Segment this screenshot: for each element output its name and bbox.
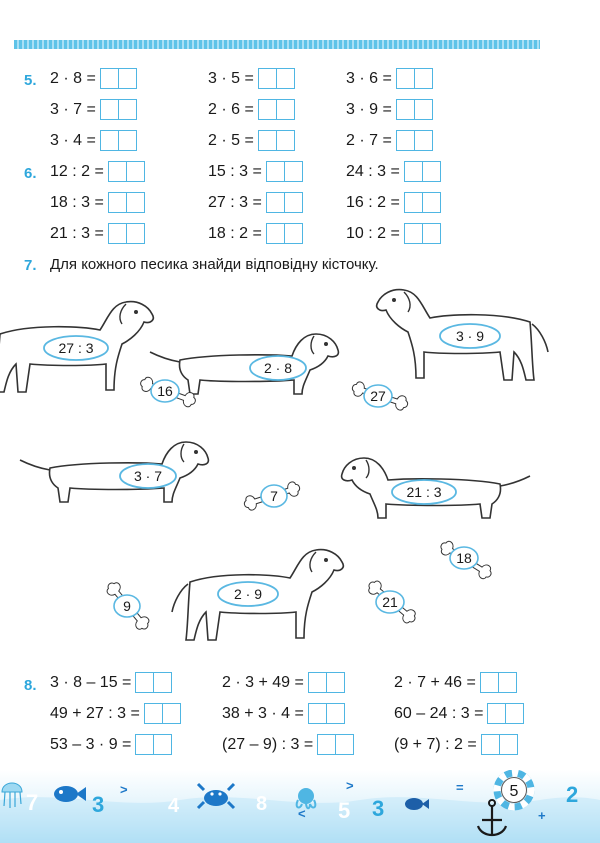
answer-box[interactable] [506,703,524,724]
dog-4 [20,442,208,502]
task-8-item: 3 · 8 – 15 = [50,672,172,693]
task-6-item: 18 : 3 = [50,192,145,213]
svg-text:3: 3 [372,796,385,821]
dog-2 [150,334,338,394]
bone-3-value: 7 [270,488,278,504]
dogs-and-bones-illustration [0,280,600,660]
answer-box[interactable] [144,703,163,724]
dog-5-expression: 21 : 3 [406,484,442,500]
answer-box[interactable] [327,703,345,724]
answer-box[interactable] [154,734,172,755]
task-6-item: 12 : 2 = [50,161,145,182]
answer-box[interactable] [127,192,145,213]
answer-box[interactable] [423,192,441,213]
answer-box[interactable] [480,672,499,693]
bone-6-value: 21 [382,594,398,610]
answer-box[interactable] [135,734,154,755]
answer-box[interactable] [119,130,137,151]
dog-6-expression: 2 · 9 [233,586,263,602]
svg-text:=: = [456,780,464,795]
answer-box[interactable] [266,223,285,244]
answer-box[interactable] [277,130,295,151]
task-6-number: 6. [24,165,37,182]
svg-text:4: 4 [168,795,180,817]
answer-box[interactable] [308,672,327,693]
svg-text:5: 5 [338,798,351,823]
svg-text:7: 7 [26,790,39,815]
answer-box[interactable] [415,130,433,151]
task-6-item: 24 : 3 = [346,161,441,182]
task-6-item: 18 : 2 = [208,223,303,244]
task-6-item: 16 : 2 = [346,192,441,213]
answer-box[interactable] [127,223,145,244]
answer-box[interactable] [285,223,303,244]
task-6-item: 10 : 2 = [346,223,441,244]
task-8-item: 49 + 27 : 3 = [50,703,181,724]
task-5-item: 2 · 5 = [208,130,295,151]
task-5-item: 3 · 7 = [50,99,137,120]
task-5-item: 2 · 7 = [346,130,433,151]
task-5-item: 2 · 6 = [208,99,295,120]
answer-box[interactable] [481,734,500,755]
answer-box[interactable] [119,68,137,89]
task-6-item: 27 : 3 = [208,192,303,213]
answer-box[interactable] [277,68,295,89]
answer-box[interactable] [119,99,137,120]
answer-box[interactable] [258,99,277,120]
task-5-item: 3 · 5 = [208,68,295,89]
answer-box[interactable] [404,192,423,213]
task-8-item: 60 – 24 : 3 = [394,703,524,724]
task-5-item: 3 · 9 = [346,99,433,120]
svg-text:+: + [538,808,546,823]
answer-box[interactable] [500,734,518,755]
task-8-number: 8. [24,677,37,694]
bone-2-value: 27 [370,388,386,404]
answer-box[interactable] [277,99,295,120]
svg-text:>: > [346,778,354,793]
task-8-item: (27 – 9) : 3 = [222,734,354,755]
answer-box[interactable] [100,68,119,89]
dog-4-expression: 3 · 7 [133,468,163,484]
svg-text:8: 8 [256,793,268,815]
answer-box[interactable] [487,703,506,724]
answer-box[interactable] [336,734,354,755]
answer-box[interactable] [135,672,154,693]
task-8-item: 2 · 3 + 49 = [222,672,345,693]
answer-box[interactable] [127,161,145,182]
bone-4-value: 18 [456,550,472,566]
task-5-item: 3 · 4 = [50,130,137,151]
answer-box[interactable] [423,161,441,182]
answer-box[interactable] [404,161,423,182]
task-8-item: 38 + 3 · 4 = [222,703,345,724]
answer-box[interactable] [266,161,285,182]
task-6-item: 21 : 3 = [50,223,145,244]
answer-box[interactable] [154,672,172,693]
task-5-item: 2 · 8 = [50,68,137,89]
answer-box[interactable] [396,130,415,151]
svg-text:2: 2 [566,782,579,807]
answer-box[interactable] [100,99,119,120]
task-6-item: 15 : 3 = [208,161,303,182]
answer-box[interactable] [404,223,423,244]
top-divider [14,40,540,49]
svg-text:<: < [298,806,306,821]
answer-box[interactable] [258,68,277,89]
dog-2-expression: 2 · 8 [263,360,293,376]
svg-text:3: 3 [92,792,105,817]
answer-box[interactable] [108,161,127,182]
answer-box[interactable] [308,703,327,724]
answer-box[interactable] [499,672,517,693]
answer-box[interactable] [258,130,277,151]
task-7-number: 7. [24,257,37,274]
answer-box[interactable] [266,192,285,213]
answer-box[interactable] [396,99,415,120]
dog-1-expression: 27 : 3 [58,340,94,356]
bone-5-value: 9 [123,598,131,614]
answer-box[interactable] [285,161,303,182]
page-number: 5 [509,783,519,800]
task-5-item: 3 · 6 = [346,68,433,89]
answer-box[interactable] [100,130,119,151]
answer-box[interactable] [327,672,345,693]
answer-box[interactable] [163,703,181,724]
answer-box[interactable] [108,223,127,244]
task-8-item: (9 + 7) : 2 = [394,734,518,755]
task-8-item: 2 · 7 + 46 = [394,672,517,693]
footer-decoration [0,770,600,843]
dog-3-expression: 3 · 9 [455,328,485,344]
task-7-instruction: Для кожного песика знайди відповідну кісточку. [50,256,379,273]
task-5-number: 5. [24,72,37,89]
task-8-item: 53 – 3 · 9 = [50,734,172,755]
svg-text:>: > [120,782,128,797]
answer-box[interactable] [285,192,303,213]
answer-box[interactable] [423,223,441,244]
answer-box[interactable] [108,192,127,213]
bone-1-value: 16 [157,383,173,399]
answer-box[interactable] [396,68,415,89]
answer-box[interactable] [317,734,336,755]
answer-box[interactable] [415,99,433,120]
answer-box[interactable] [415,68,433,89]
